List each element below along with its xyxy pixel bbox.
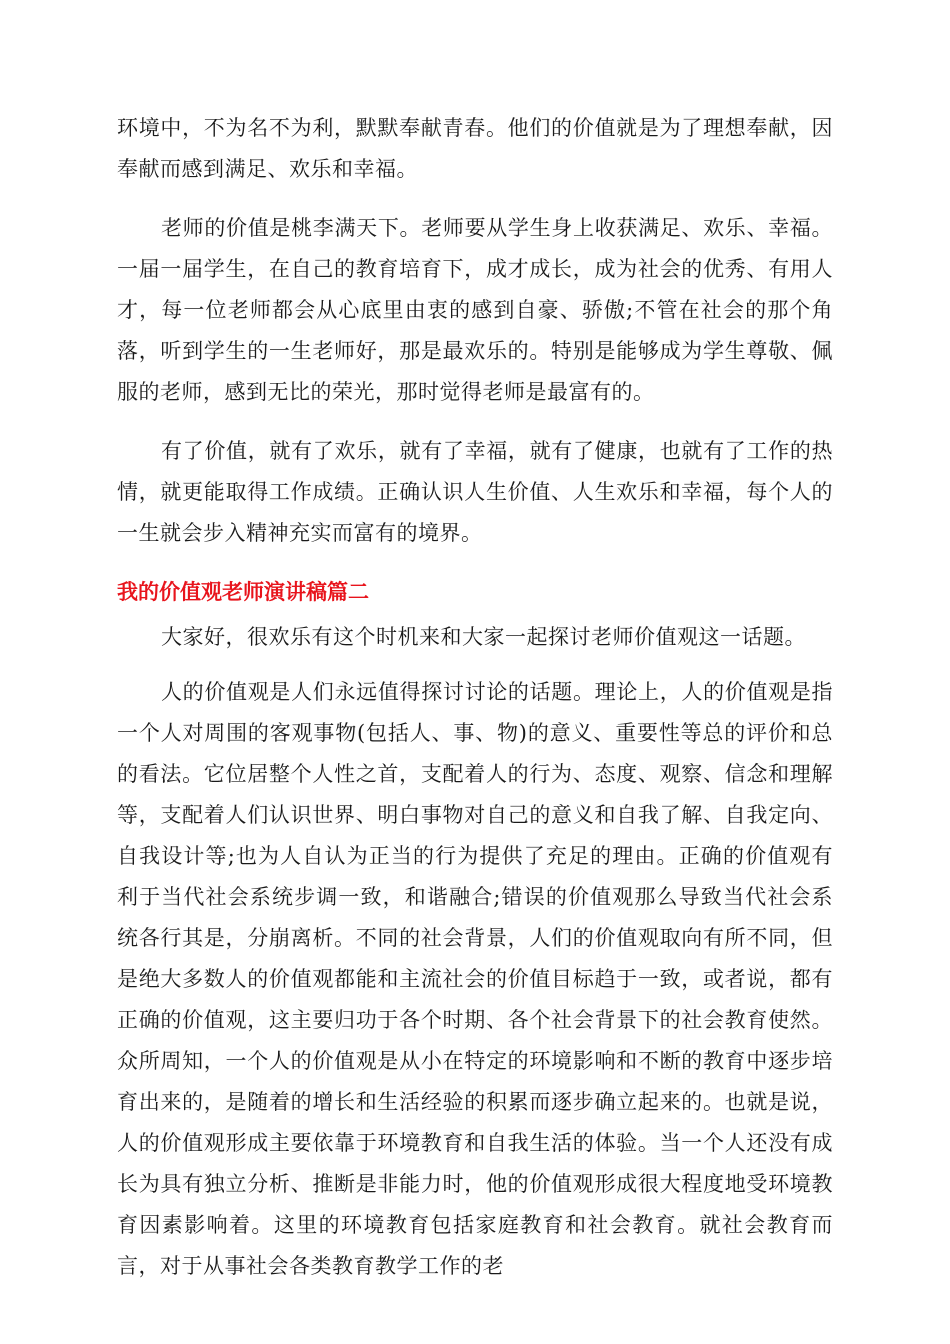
paragraph-teacher-value: 老师的价值是桃李满天下。老师要从学生身上收获满足、欢乐、幸福。一届一届学生，在自己的教育培育下，成才成长，成为社会的优秀、有用人才，每一位老师都会从心底里由衷的感到自豪、骄傲;不管在社会的那个角落，听到学生的一生老师好，那是最欢乐的。特别是能够成为学生尊敬、佩服的老师，感到无比的荣光，那时觉得老师是最富有的。 bbox=[117, 216, 833, 404]
paragraph-continuation: 环境中，不为名不为利，默默奉献青春。他们的价值就是为了理想奉献，因奉献而感到满足、欢乐和幸福。 bbox=[117, 116, 833, 181]
paragraph-greeting: 大家好，很欢乐有这个时机来和大家一起探讨老师价值观这一话题。 bbox=[161, 625, 806, 649]
section-heading: 我的价值观老师演讲稿篇二 bbox=[117, 580, 369, 604]
paragraph-value-happiness: 有了价值，就有了欢乐，就有了幸福，就有了健康，也就有了工作的热情，就更能取得工作成绩。正确认识人生价值、人生欢乐和幸福，每个人的一生就会步入精神充实而富有的境界。 bbox=[117, 439, 833, 545]
document-body bbox=[117, 108, 833, 1305]
paragraph-values-discussion: 人的价值观是人们永远值得探讨讨论的话题。理论上，人的价值观是指一个人对周围的客观事物(包括人、事、物)的意义、重要性等总的评价和总的看法。它位居整个人性之首，支配着人的行为、态度、观察、信念和理解等，支配着人们认识世界、明白事物对自己的意义和自我了解、自我定向、自我设计等;也为人自认为正当的行为提供了充足的理由。正确的价值观有利于当代社会系统步调一致，和谐融合;错误的价值观那么导致当代社会系统各行其是，分崩离析。不同的社会背景，人们的价值观取向有所不同，但是绝大多数人的价值观都能和主流社会的价值目标趋于一致，或者说，都有正确的价值观，这主要归功于各个时期、各个社会背景下的社会教育使然。众所周知，一个人的价值观是从小在特定的环境影响和不断的教育中逐步培育出来的，是随着的增长和生活经验的积累而逐步确立起来的。也就是说，人的价值观形成主要依靠于环境教育和自我生活的体验。当一个人还没有成长为具有独立分析、推断是非能力时，他的价值观形成很大程度地受环境教育因素影响着。这里的环境教育包括家庭教育和社会教育。就社会教育而言，对于从事社会各类教育教学工作的老 bbox=[117, 680, 833, 1278]
